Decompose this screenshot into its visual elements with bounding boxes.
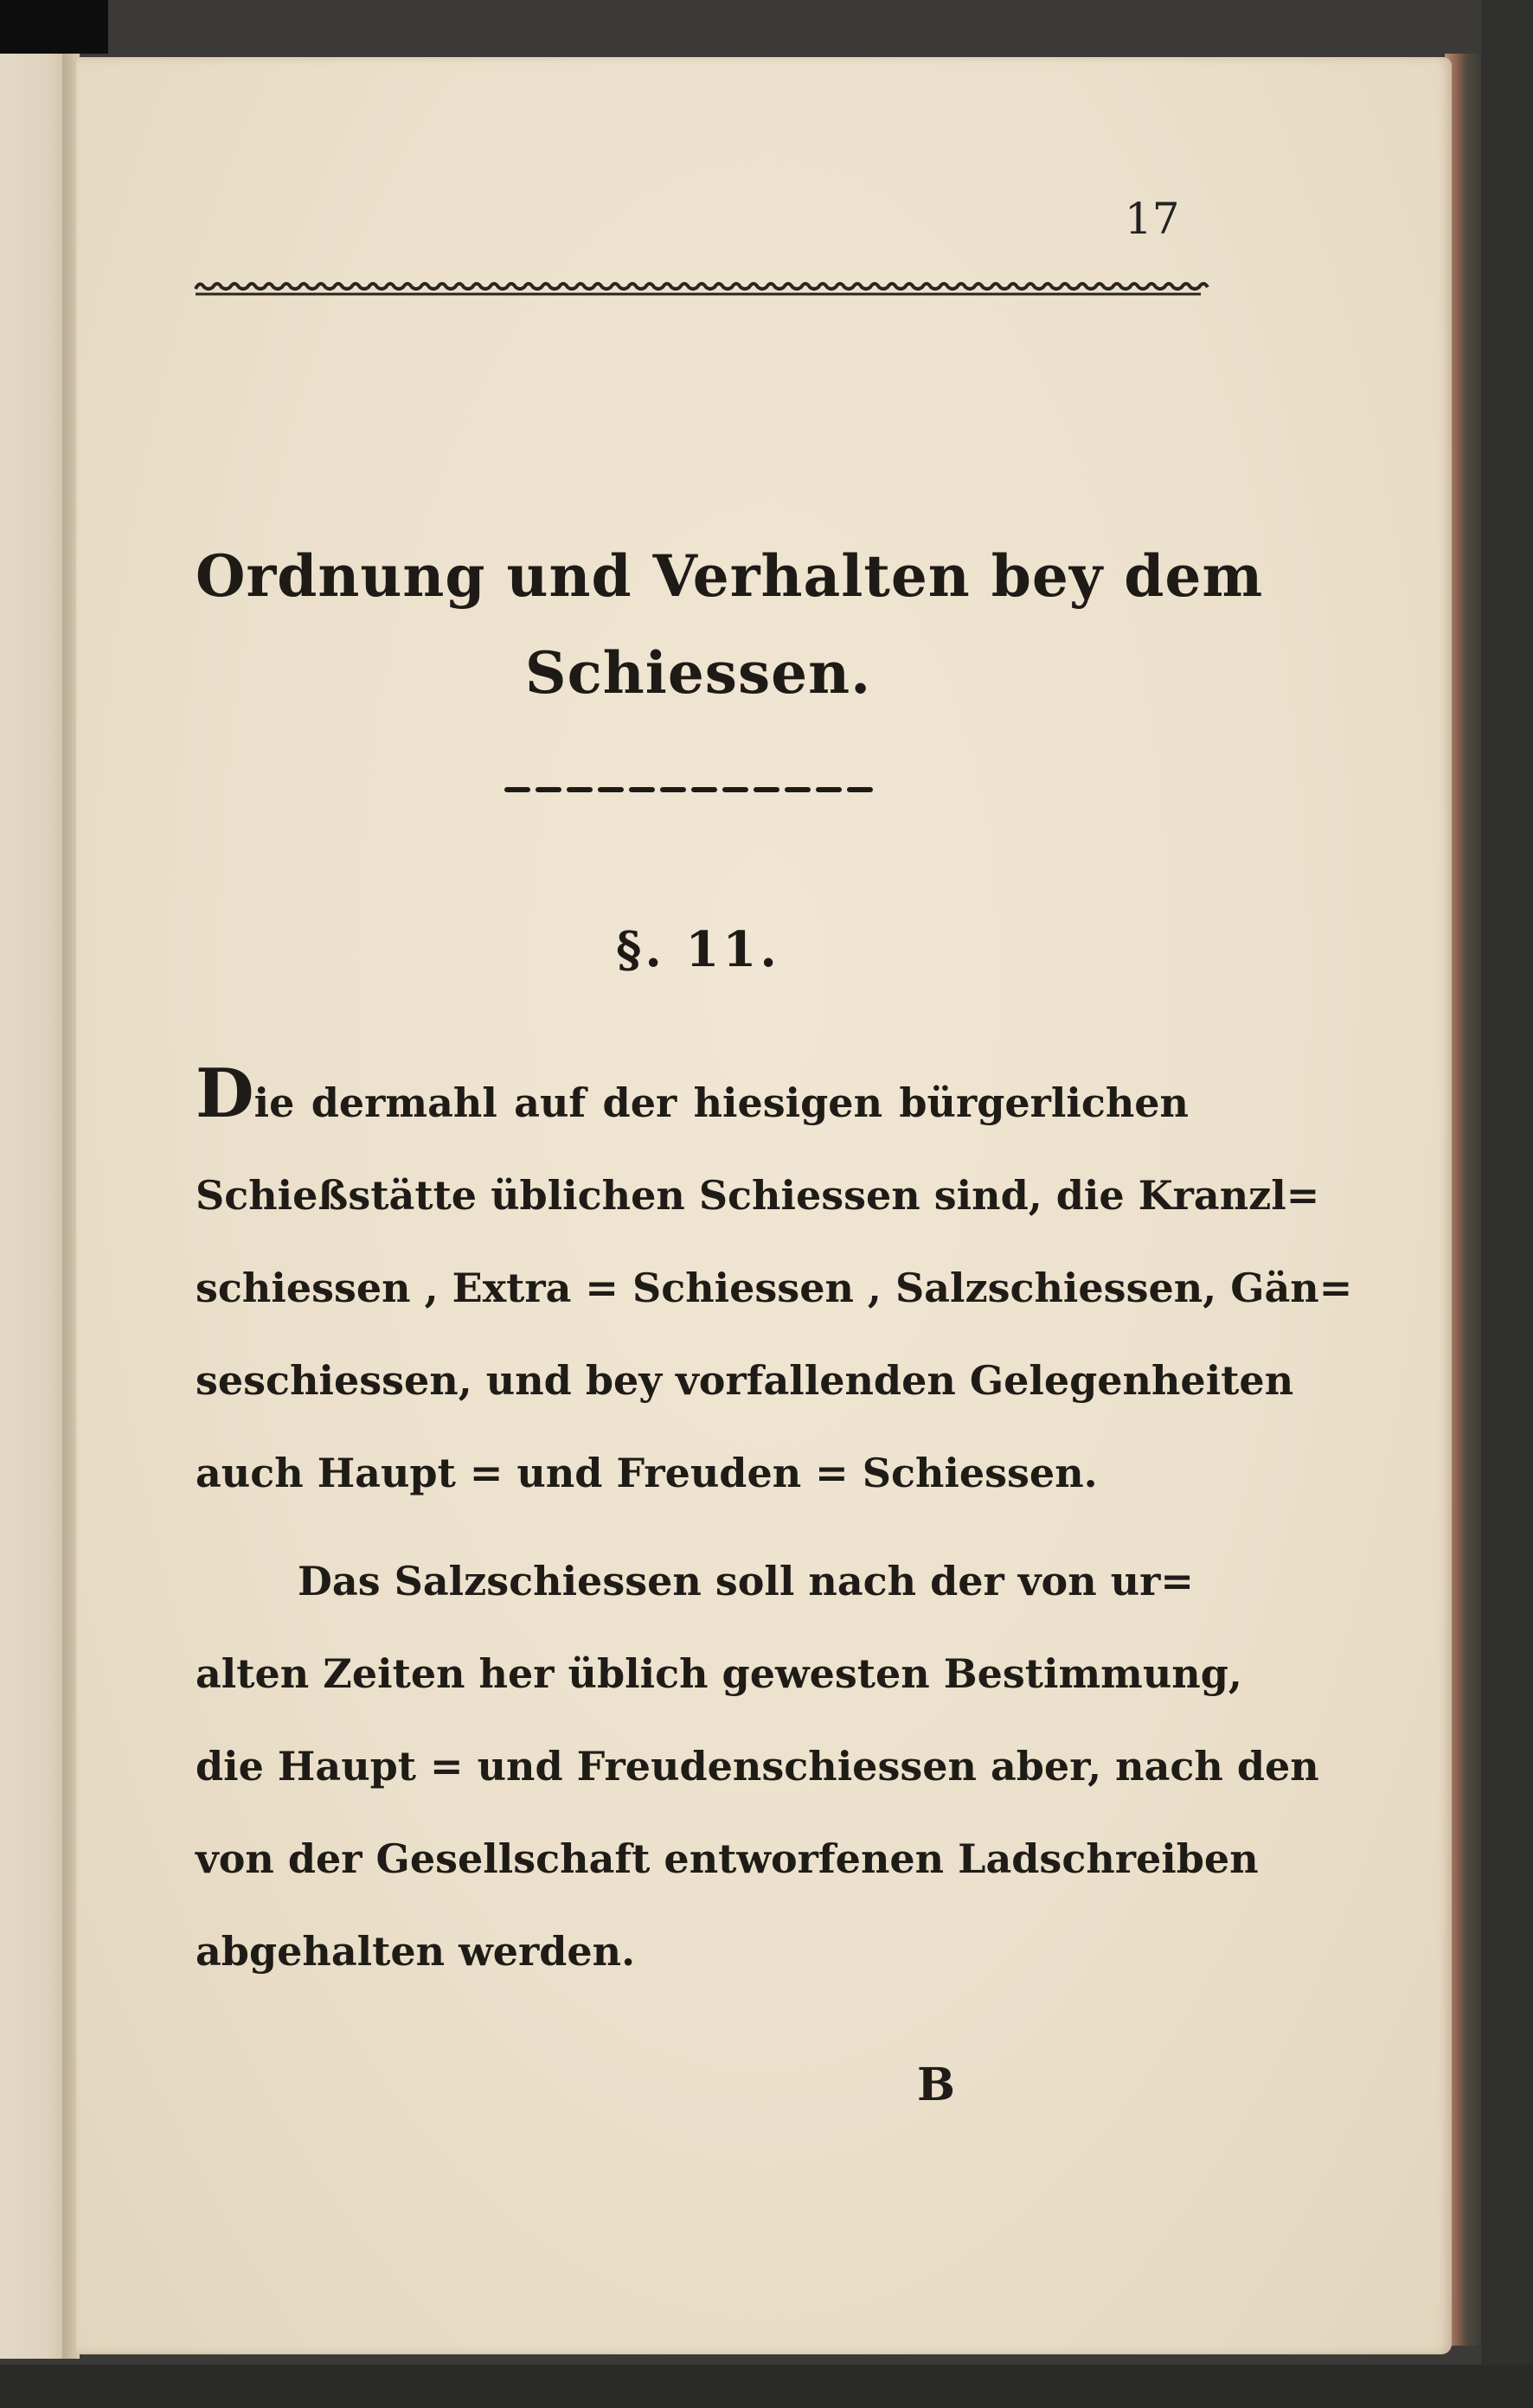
paragraph-line: Das Salzschiessen soll nach der von ur= [298, 1558, 1194, 1604]
paragraph-line: von der Gesellschaft entworfenen Ladschreiben [196, 1835, 1259, 1882]
section-number: §. 11. [616, 921, 780, 978]
paragraph-2 [196, 1535, 1319, 1998]
paragraph-line: abgehalten werden. [196, 1928, 636, 1975]
page-number: 17 [1125, 194, 1180, 244]
paragraph-line [196, 1054, 1189, 1150]
paragraph-line: seschiessen, und bey vorfallenden Gelegenheiten [196, 1357, 1294, 1404]
line-text: ie dermahl auf der hiesigen bürgerlichen [253, 1079, 1189, 1126]
decorative-short-rule [502, 781, 874, 798]
scanner-background-right [1481, 0, 1533, 2408]
facing-page-edge [0, 54, 69, 2359]
decorative-wavy-rule [196, 277, 1201, 299]
scanner-background-bottom [0, 2365, 1533, 2408]
paragraph-line: auch Haupt = und Freuden = Schiessen. [196, 1450, 1098, 1496]
scanner-background [0, 0, 108, 54]
paragraph-line: Schießstätte üblichen Schiessen sind, die Kranzl= [196, 1172, 1320, 1219]
paragraph-line: alten Zeiten her üblich gewesten Bestimmung, [196, 1650, 1242, 1697]
catchword: B [917, 2059, 955, 2111]
paragraph-1 [196, 1054, 1353, 1520]
paragraph-line: schiessen , Extra = Schiessen , Salzschiessen, Gän= [196, 1265, 1353, 1311]
drop-cap: D [196, 1054, 254, 1133]
heading-line-2: Schiessen. [524, 639, 872, 707]
heading-line-1: Ordnung und Verhalten bey dem [196, 542, 1264, 610]
chapter-heading [196, 528, 1264, 721]
paragraph-line: die Haupt = und Freudenschiessen aber, nach den [196, 1743, 1319, 1790]
